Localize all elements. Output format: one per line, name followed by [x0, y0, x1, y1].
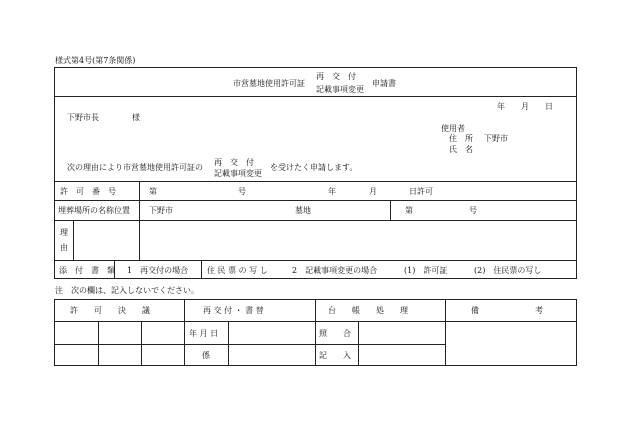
attachment-resident-copy: 住 民 票 の 写 し [207, 266, 268, 275]
attachment-reissue: 1 再交付の場合 [127, 266, 189, 275]
reason-label-1: 理 [60, 228, 68, 237]
attachment-change: 2 記載事項変更の場合 [292, 266, 378, 275]
divider [54, 220, 577, 221]
divider [98, 321, 99, 366]
permit-day-issued: 日許可 [409, 187, 433, 196]
reason-label-2: 由 [60, 243, 68, 252]
divider [141, 321, 142, 366]
divider [114, 260, 115, 279]
reason-option-change: 記載事項変更 [214, 169, 262, 178]
divider [54, 181, 577, 182]
divider [184, 299, 185, 366]
attachments-label: 添 付 書 類 [59, 266, 115, 275]
title-prefix: 市営墓地使用許可証 [233, 79, 305, 88]
application-form-frame [54, 67, 577, 279]
divider [54, 260, 577, 261]
honorific: 様 [132, 113, 140, 122]
address-value[interactable]: 下野市 [484, 134, 508, 143]
permit-resolution-header: 許 可 決 議 [70, 306, 150, 315]
date-line: 年 月 日 [497, 102, 553, 111]
divider [201, 260, 202, 279]
divider [358, 321, 359, 366]
divider [54, 344, 445, 345]
attachment-permit: (1) 許可証 [404, 266, 448, 275]
addressee: 下野市長 [67, 113, 99, 122]
reissue-rewrite-header: 再 交 付 ・ 書 替 [203, 306, 264, 315]
form-number-label: 様式第4号(第7条関係) [55, 56, 136, 65]
ledger-processing-header: 台 帳 処 理 [328, 306, 408, 315]
divider [390, 200, 391, 220]
reason-suffix: を受けたく申請します。 [270, 163, 358, 172]
location-dai: 第 [405, 206, 413, 215]
burial-location-label: 埋葬場所の名称位置 [58, 206, 130, 215]
note-text: 注 次の欄は、記入しないでください。 [55, 286, 199, 295]
title-suffix: 申請書 [372, 79, 396, 88]
permit-dai: 第 [149, 187, 157, 196]
permit-number-label: 許 可 番 号 [60, 187, 116, 196]
location-cemetery: 墓地 [295, 206, 311, 215]
permit-month: 月 [369, 187, 377, 196]
entry-label: 記 入 [319, 351, 351, 360]
location-city[interactable]: 下野市 [149, 206, 173, 215]
permit-go: 号 [238, 187, 246, 196]
verification-label: 照 合 [319, 329, 351, 338]
divider [73, 220, 74, 260]
ymd-label: 年 月 日 [189, 329, 219, 338]
title-option-reissue: 再 交 付 [316, 72, 356, 81]
permit-year: 年 [328, 187, 336, 196]
divider [315, 299, 316, 366]
remarks-header: 備 考 [471, 306, 543, 315]
address-label: 住 所 [449, 134, 473, 143]
attachment-resident-copy-2: (2) 住民票の写し [474, 266, 542, 275]
divider [228, 321, 229, 366]
divider [445, 299, 446, 366]
applicant-label: 使用者 [441, 124, 465, 133]
divider [54, 200, 577, 201]
location-go: 号 [469, 206, 477, 215]
clerk-label: 係 [202, 351, 210, 360]
name-label: 氏 名 [449, 145, 473, 154]
title-option-change: 記載事項変更 [316, 85, 364, 94]
divider [54, 96, 577, 97]
reason-option-reissue: 再 交 付 [214, 158, 254, 167]
reason-prefix: 次の理由により市営墓地使用許可証の [67, 163, 203, 172]
